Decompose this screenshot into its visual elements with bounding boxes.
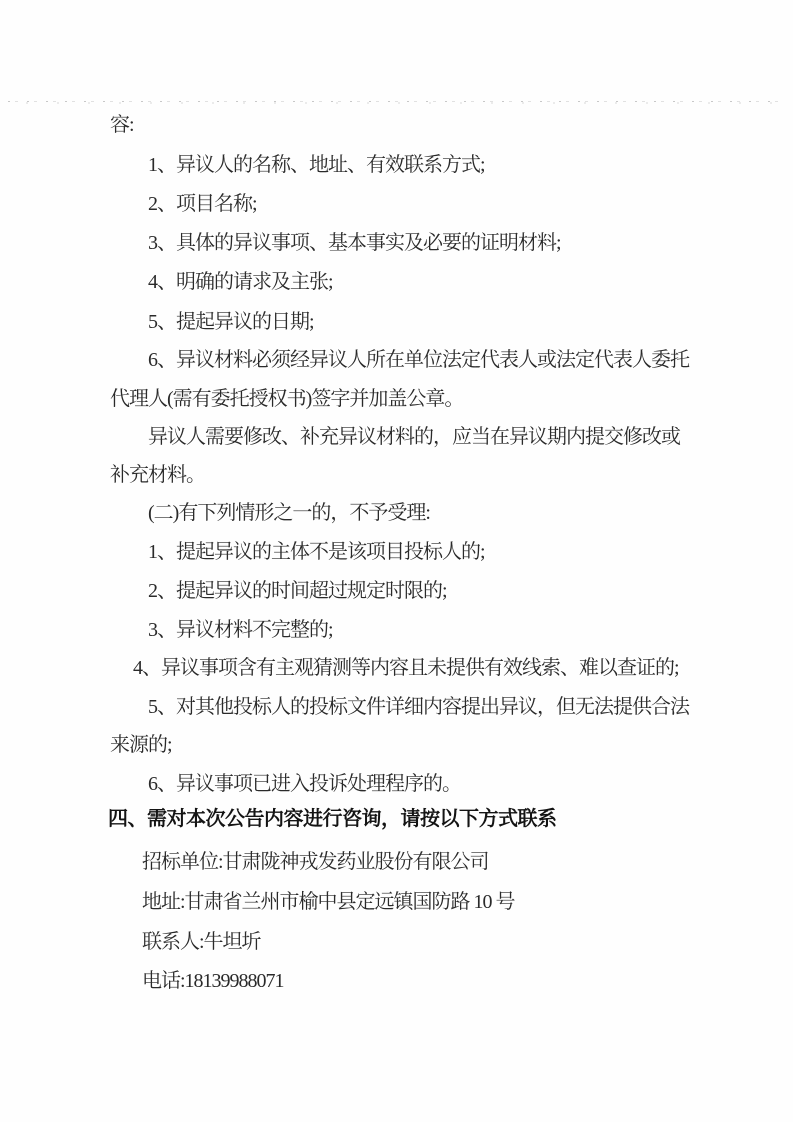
not-accepted-item-2: 2、提起异议的时间超过规定时限的; — [148, 580, 447, 602]
not-accepted-item-4: 4、异议事项含有主观猜测等内容且未提供有效线索、难以查证的; — [133, 657, 679, 679]
not-accepted-item-6: 6、异议事项已进入投诉处理程序的。 — [148, 773, 461, 795]
required-item-2: 2、项目名称; — [148, 193, 257, 215]
amendment-note-line1: 异议人需要修改、补充异议材料的，应当在异议期内提交修改或 — [148, 426, 680, 448]
contact-address: 地址:甘肃省兰州市榆中县定远镇国防路 10 号 — [142, 891, 515, 913]
required-item-4: 4、明确的请求及主张; — [148, 271, 333, 293]
contact-tender-unit: 招标单位:甘肃陇神戎发药业股份有限公司 — [142, 851, 489, 873]
not-accepted-item-1: 1、提起异议的主体不是该项目投标人的; — [148, 541, 485, 563]
continuation-line: 容: — [110, 114, 134, 136]
contact-person: 联系人:牛坦圻 — [142, 931, 261, 953]
required-item-1: 1、异议人的名称、地址、有效联系方式; — [148, 154, 485, 176]
not-accepted-item-3: 3、异议材料不完整的; — [148, 619, 333, 641]
required-item-6-line2: 代理人(需有委托授权书)签字并加盖公章。 — [110, 388, 464, 410]
scan-artifact-dotted-line — [8, 101, 786, 104]
not-accepted-item-5-line1: 5、对其他投标人的投标文件详细内容提出异议，但无法提供合法 — [148, 696, 689, 718]
required-item-5: 5、提起异议的日期; — [148, 311, 314, 333]
not-accepted-subsection-heading: (二)有下列情形之一的，不予受理: — [148, 502, 430, 524]
section-4-consult-heading: 四、需对本次公告内容进行咨询，请按以下方式联系 — [108, 808, 557, 830]
not-accepted-item-5-line2: 来源的; — [110, 734, 172, 756]
required-item-3: 3、具体的异议事项、基本事实及必要的证明材料; — [148, 232, 561, 254]
required-item-6-line1: 6、异议材料必须经异议人所在单位法定代表人或法定代表人委托 — [148, 349, 689, 371]
contact-phone: 电话:18139988071 — [142, 970, 284, 992]
amendment-note-line2: 补充材料。 — [110, 464, 205, 486]
